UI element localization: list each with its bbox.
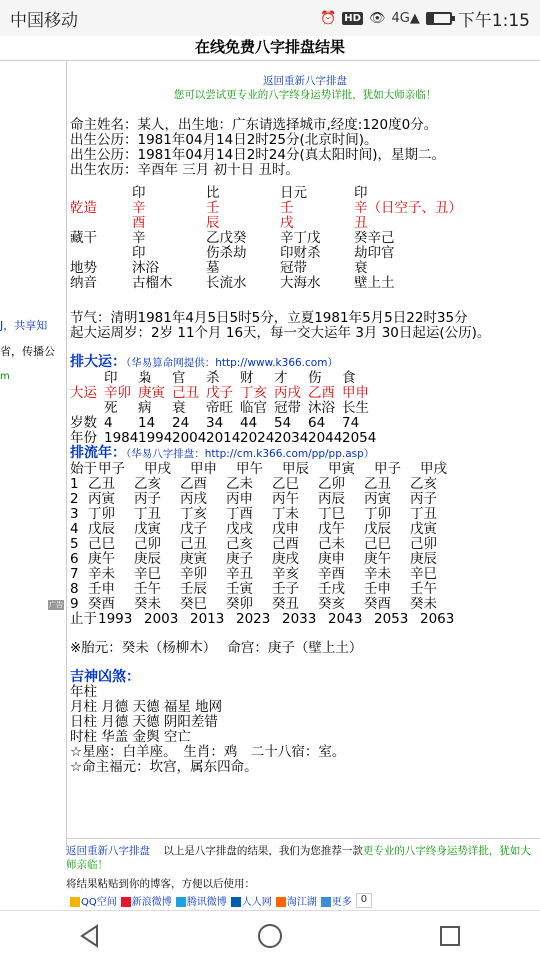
shensha-line: 日柱 月德 天德 阴阳差错	[70, 714, 218, 730]
back-button[interactable]	[70, 916, 110, 956]
info-line: 出生公历：1981年04月14日2时25分(北京时间)。	[70, 132, 378, 148]
dayun-ganzhi-row: 大运 辛卯 庚寅 己丑 戊子 丁亥 丙戌 乙酉 甲申	[70, 385, 369, 401]
main-content	[70, 60, 540, 775]
shensha-line: ☆星座：白羊座。 生肖：鸡 二十八宿：室。	[70, 744, 346, 760]
dayun-shishen-row: 印 枭 官 杀 财 才 伤 食	[104, 370, 356, 386]
canggan-row: 藏干 辛 乙戊癸 辛丁戊 癸辛己	[70, 230, 395, 246]
share-tencent-weibo[interactable]: 腾讯微博	[176, 893, 227, 908]
battery-icon	[426, 12, 452, 25]
bazi-table	[70, 186, 540, 291]
status-bar	[0, 0, 540, 36]
taojianghu-icon	[276, 897, 286, 907]
share-count: 0	[356, 893, 372, 908]
result-footer	[66, 838, 540, 872]
info-line: 出生公历：1981年04月14日2时24分(真太阳时间)，星期二。	[70, 147, 446, 163]
info-line: 命主姓名：某人，出生地：广东请选择城市,经度:120度0分。	[70, 117, 438, 133]
back-triangle-icon	[79, 924, 101, 948]
home-button[interactable]	[250, 916, 290, 956]
hd-icon: HD	[344, 12, 361, 24]
back-to-paipan-link[interactable]: 返回重新八字排盘	[263, 75, 347, 87]
shensha-line: 时柱 华盖 金舆 空亡	[70, 729, 191, 745]
share-qzone[interactable]: QQ空间	[70, 893, 117, 908]
share-weibo[interactable]: 新浪微博	[121, 893, 172, 908]
footer-back-link[interactable]: 返回重新八字排盘	[66, 845, 150, 857]
shensha-section	[70, 670, 540, 775]
share-knowledge-link[interactable]: J，共享知	[0, 319, 48, 332]
sidebar-green-text: m	[0, 371, 10, 382]
alarm-icon: ⏰	[320, 10, 337, 26]
shensha-line: ☆命主福元：坎宫，属东四命。	[70, 759, 258, 775]
dizhi-row: 酉 辰 戌 丑	[132, 215, 368, 231]
share-more[interactable]: 更多	[321, 893, 352, 908]
recents-button[interactable]	[430, 916, 470, 956]
jieqi-line: 节气：清明1981年4月5日5时5分，立夏1981年5月5日22时35分	[70, 310, 468, 326]
footer-text: 以上是八字排盘的结果，我们为您推荐一款	[163, 845, 363, 857]
cangshen-row: 印 伤杀劫 印财杀 劫印官	[132, 245, 395, 261]
birth-info	[70, 118, 540, 178]
liunian-row: 8 壬申 壬午 壬辰 壬寅 壬子 壬戌 壬申 壬午	[70, 581, 437, 597]
info-line: 出生农历：辛酉年 三月 初十日 丑时。	[70, 162, 299, 178]
shensha-line: 月柱 月德 天德 福星 地网	[70, 699, 223, 715]
shensha-title: 吉神凶煞：	[70, 669, 140, 685]
dayun-title: 排大运：	[70, 354, 126, 370]
share-prompt: 将结果粘贴到你的博客，方便以后使用：	[66, 878, 255, 890]
liunian-row: 1 乙丑 乙亥 乙酉 乙未 乙巳 乙卯 乙丑 乙亥	[70, 476, 437, 492]
qzone-icon	[70, 897, 80, 907]
liunian-row: 5 己巳 己卯 己丑 己亥 己酉 己未 己巳 己卯	[70, 536, 437, 552]
page-title: 在线免费八字排盘结果	[0, 36, 540, 61]
shensha-line: 年柱	[70, 684, 97, 700]
plus-icon	[321, 897, 331, 907]
shishen-row: 印 比 日元 印	[132, 185, 368, 201]
liunian-source-link[interactable]: （华易八字排盘：http://cm.k366.com/pp/pp.asp）	[126, 448, 375, 460]
dayun-state-row: 死 病 衰 帝旺 临官 冠带 沐浴 长生	[104, 400, 369, 416]
left-sidebar	[0, 60, 67, 850]
dayun-year-row: 年份 1984 1994 2004 2014 2024 2034 2044 2054	[70, 430, 377, 446]
navigation-bar	[0, 910, 540, 961]
taiyuan-line: ※胎元：癸未（杨柳木） 命宫：庚子（壁上土）	[70, 640, 363, 656]
qianzao-row: 乾造 辛 壬 壬 辛（日空子、丑）	[70, 200, 462, 216]
carrier-label: 中国移动	[10, 10, 78, 31]
liunian-end-row: 止于 1993 2003 2013 2023 2033 2043 2053 2063	[70, 611, 455, 627]
liunian-row: 4 戊辰 戊寅 戊子 戊戌 戊申 戊午 戊辰 戊寅	[70, 521, 437, 537]
liunian-row: 9 癸酉 癸未 癸巳 癸卯 癸丑 癸亥 癸酉 癸未	[70, 596, 437, 612]
share-renren[interactable]: 人人网	[231, 893, 272, 908]
signal-icon: 4G▲	[391, 10, 420, 26]
promo-text[interactable]: 您可以尝试更专业的八字终身运势详批，犹如大师亲临！	[173, 89, 437, 101]
nayin-row: 纳音 古榴木 长流水 大海水 壁上土	[70, 275, 395, 291]
liunian-row: 6 庚午 庚辰 庚寅 庚子 庚戌 庚申 庚午 庚辰	[70, 551, 437, 567]
weibo-icon	[121, 897, 131, 907]
qiyun-line: 起大运周岁：2岁 11个月 16天，每一交大运年 3月 30日起运(公历)。	[70, 325, 491, 341]
status-icons	[320, 6, 530, 31]
ad-badge: 广告	[49, 601, 63, 609]
share-taojianghu[interactable]: 淘江湖	[276, 893, 317, 908]
liunian-row: 2 丙寅 丙子 丙戌 丙申 丙午 丙辰 丙寅 丙子	[70, 491, 437, 507]
liunian-row: 7 辛未 辛巳 辛卯 辛丑 辛亥 辛酉 辛未 辛巳	[70, 566, 437, 582]
eye-icon: 👁	[368, 10, 386, 26]
renren-icon	[231, 897, 241, 907]
liunian-start-row: 始于 甲子 甲戌 甲申 甲午 甲辰 甲寅 甲子 甲戌	[70, 461, 447, 477]
liunian-title: 排流年：	[70, 445, 126, 461]
dayun-age-row: 岁数 4 14 24 34 44 54 64 74	[70, 415, 360, 431]
jieqi-info	[70, 311, 540, 341]
home-circle-icon	[257, 923, 283, 949]
liunian-section	[70, 446, 540, 627]
dayun-section	[70, 355, 540, 446]
dishi-row: 地势 沐浴 墓 冠带 衰	[70, 260, 368, 276]
liunian-row: 3 丁卯 丁丑 丁亥 丁酉 丁未 丁巳 丁卯 丁丑	[70, 506, 437, 522]
tencent-weibo-icon	[176, 897, 186, 907]
share-bar	[70, 893, 372, 908]
footer-promo-link[interactable]: 更专业的八字终身运势详批，犹如大师亲临！	[66, 845, 531, 871]
clock: 下午1:15	[457, 10, 530, 31]
dayun-source-link[interactable]: （华易算命网提供：http://www.k366.com）	[126, 357, 338, 369]
sidebar-text: 省，传播公	[0, 345, 55, 358]
recents-square-icon	[439, 925, 461, 947]
